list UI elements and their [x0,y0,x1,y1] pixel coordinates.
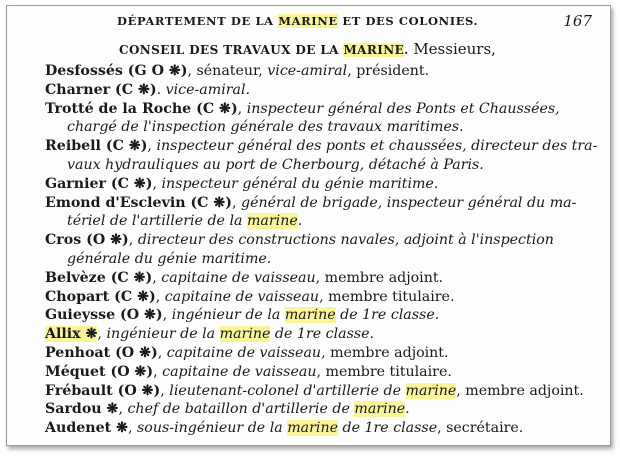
member-title: vice-amiral [267,63,348,79]
running-header [117,14,592,28]
separator: , [128,420,138,437]
member-title: chef de bataillon d'artillerie de [127,401,355,418]
member-name: Méquet (O ❋) [45,363,154,380]
member-role: , secrétaire. [437,420,524,437]
member-name: Garnier (C ❋) [45,175,153,192]
list-item [45,325,598,344]
member-title-cont: de 1re classe. [335,307,440,324]
member-role: , membre titulaire. [319,288,455,305]
member-role: , membre adjoint. [315,269,444,286]
member-name: Cros (O ❋) [45,232,129,249]
member-name: Sardou ❋ [45,401,119,418]
member-title: vice-amiral. [165,81,251,98]
member-name: Trotté de la Roche (C ❋) [45,100,238,117]
list-item [45,137,598,156]
highlighted-term: marine [287,420,338,437]
list-item [45,194,598,213]
member-title: lieutenant-colonel d'artillerie de [169,382,406,399]
member-title: inspecteur général des ponts et chaussées, directeur des tra- [156,138,598,155]
list-item [45,400,598,419]
list-item [45,288,598,307]
list-item [45,306,598,325]
separator: . [156,81,166,98]
highlighted-term: marine [219,326,271,343]
page-number: 167 [563,12,592,30]
member-name: Allix ❋ [45,326,98,343]
member-role: , membre titulaire. [316,363,452,380]
list-item [45,382,598,401]
member-role: , membre adjoint. [456,382,584,399]
list-item [45,419,598,438]
highlighted-term: marine [354,401,406,418]
member-role: , membre adjoint. [321,344,449,361]
separator: , [162,307,172,324]
member-title: capitaine de vaisseau [164,288,320,305]
separator: , [152,175,162,192]
list-item [45,269,598,288]
member-title: inspecteur général des Ponts et Chaussées, [246,100,560,117]
highlighted-term: marine [284,307,336,324]
header-title: DÉPARTEMENT DE LA MARINE ET DES COLONIES. [117,14,479,28]
member-name: Frébault (O ❋) [45,382,161,399]
member-title: ingénieur de la [106,326,220,343]
member-title-cont: vaux hydrauliques au port de Cherbourg, détaché à Paris. [67,156,484,173]
member-title-cont: . [297,213,303,230]
member-title: sous-ingénieur de la [137,420,288,437]
separator: , [232,194,242,211]
list-item-continuation [45,118,598,137]
separator: , [147,138,157,155]
member-role: , président. [347,63,430,79]
member-title: ingénieur de la [171,307,285,324]
separator: , [157,344,167,361]
separator: , [128,232,138,249]
separator: , sénateur, [187,63,268,79]
member-name: Penhoat (O ❋) [45,344,158,361]
separator: , [237,100,247,117]
member-name: Chopart (C ❋) [45,288,156,305]
separator: , [97,326,107,343]
list-item [45,175,598,194]
member-title: inspecteur général du génie maritime. [161,175,439,192]
member-name: Reibell (C ❋) [45,138,148,155]
separator: , [152,269,162,286]
member-title-cont: tériel de l'artillerie de la [67,213,247,230]
member-title: directeur des constructions navales, adjoint à l'inspection [137,232,554,249]
page-scan [6,5,611,446]
member-name: Charner (C ❋) [45,81,157,98]
list-item-continuation [45,156,598,175]
section-heading: CONSEIL DES TRAVAUX DE LA MARINE. Messieurs, [119,40,496,58]
list-item [45,363,598,382]
member-name: Emond d'Esclevin (C ❋) [45,194,233,211]
list-item [45,81,598,100]
member-title: capitaine de vaisseau [162,363,317,380]
member-name: Audenet ❋ [45,420,128,437]
member-name: Guieysse (O ❋) [45,307,163,324]
member-title-cont: générale du génie maritime. [67,250,272,267]
list-item [45,231,598,250]
member-name: Belvèze (C ❋) [45,269,153,286]
separator: , [118,401,128,418]
list-item [45,100,598,119]
member-title: général de brigade, inspecteur général du ma- [241,194,577,211]
member-title: capitaine de vaisseau [161,269,316,286]
member-title-cont: . [405,401,410,418]
list-item [45,344,598,363]
separator: , [160,382,170,399]
member-title-cont: chargé de l'inspection générale des travaux maritimes. [67,119,464,136]
list-item-continuation [45,250,598,269]
member-name: Desfossés (G O ❋) [45,63,188,79]
member-title-cont: de 1re classe. [270,326,375,343]
member-title: capitaine de vaisseau [166,344,322,361]
member-title-cont: de 1re classe [337,420,438,437]
list-item [45,62,598,81]
highlighted-term: marine [405,382,457,399]
separator: , [155,288,165,305]
highlighted-term: marine [246,213,298,230]
list-item-continuation [45,212,598,231]
member-list [45,62,598,438]
separator: , [153,363,163,380]
